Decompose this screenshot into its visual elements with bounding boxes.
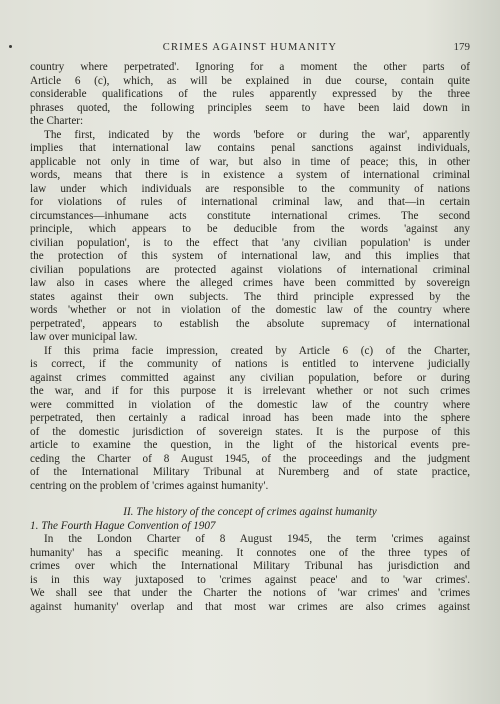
text-line: article to examine the question, in the light of the historical events pre- bbox=[30, 439, 470, 451]
page-header bbox=[30, 41, 470, 57]
text-line: the Charter: bbox=[30, 115, 84, 127]
body-text bbox=[30, 61, 470, 614]
text-line: The first, indicated by the words 'before or during the war', apparently bbox=[44, 128, 470, 141]
text-line: were committed in violation of the domestic law of the country where bbox=[30, 398, 470, 411]
text-line: for violations of rules of international criminal law, and that—in certain bbox=[30, 196, 470, 208]
text-line: law under which individuals are responsible to the community of nations bbox=[30, 182, 470, 195]
text-line: If this prima facie impression, created by Article 6 (c) of the Charter, bbox=[44, 344, 470, 357]
text-line: phrases quoted, the following principles seem to have been laid down in bbox=[30, 101, 470, 114]
text-line: states against their own subjects. The third principle expressed by the bbox=[30, 290, 470, 303]
section-gap bbox=[30, 493, 470, 506]
scan-speck bbox=[9, 45, 12, 48]
page-number: 179 bbox=[453, 41, 470, 53]
text-line: words 'whether or not in violation of the domestic law of the country where bbox=[30, 304, 470, 316]
text-line: Article 6 (c), which, as will be explained in due course, contain quite bbox=[30, 74, 470, 87]
text-line: We shall see that under the Charter the notions of 'war crimes' and 'crimes bbox=[30, 587, 470, 599]
text-line: civilian population', is to the effect that 'any civilian population' is under bbox=[30, 236, 470, 249]
text-line: In the London Charter of 8 August 1945, the term 'crimes against bbox=[44, 533, 470, 545]
subsection-heading: 1. The Fourth Hague Convention of 1907 bbox=[30, 519, 216, 532]
section-heading: II. The history of the concept of crimes against humanity bbox=[123, 506, 377, 518]
text-line: of the domestic jurisdiction of sovereign states. It is the purpose of this bbox=[30, 425, 470, 438]
text-line: the protection of this system of international law, and this implies that bbox=[30, 250, 470, 262]
text-line: law over municipal law. bbox=[30, 331, 138, 343]
text-line: is in this way juxtaposed to 'crimes against peace' and to 'war crimes'. bbox=[30, 573, 470, 586]
text-line: of the International Military Tribunal at Nuremberg and of state practice, bbox=[30, 466, 470, 478]
running-head: CRIMES AGAINST HUMANITY bbox=[162, 42, 338, 53]
text-line: perpetrated', appears to establish the absolute supremacy of international bbox=[30, 317, 470, 330]
text-line: civilian populations are protected against violations of international criminal bbox=[30, 263, 470, 276]
paragraph-4 bbox=[30, 533, 470, 614]
text-line: considerable qualifications of the rules apparently expressed by the three bbox=[30, 88, 470, 100]
text-line: the war, and if for this purpose it is irrelevant whether or not such crimes bbox=[30, 385, 470, 397]
paragraph-3 bbox=[30, 345, 470, 494]
text-line: words, means that there is in existence a system of international criminal bbox=[30, 169, 470, 181]
text-line: country where perpetrated'. Ignoring for a moment the other parts of bbox=[30, 61, 470, 73]
text-line: principle, which appears to be deducible from the words 'against any bbox=[30, 223, 470, 235]
text-line: perpetrated, then certainly a radical inroad has been made into the sphere bbox=[30, 412, 470, 424]
text-line: applicable not only in time of war, but also in time of peace; this, in other bbox=[30, 155, 470, 168]
text-line: against humanity' overlap and that most war crimes are also crimes against bbox=[30, 600, 470, 613]
text-line: implies that international law contains penal sanctions against individuals, bbox=[30, 142, 470, 154]
paragraph-2 bbox=[30, 129, 470, 345]
text-line: ceding the Charter of 8 August 1945, of the proceedings and the judgment bbox=[30, 452, 470, 465]
text-line: humanity' has a specific meaning. It connotes one of the three types of bbox=[30, 546, 470, 559]
text-line: crimes over which the International Military Tribunal has jurisdiction and bbox=[30, 560, 470, 572]
paragraph-1 bbox=[30, 61, 470, 129]
text-line: circumstances—inhumane acts constitute international crimes. The second bbox=[30, 209, 470, 222]
text-line: centring on the problem of 'crimes against humanity'. bbox=[30, 479, 269, 492]
text-line: is correct, if the community of nations is entitled to intervene judicially bbox=[30, 358, 470, 370]
text-line: law also in cases where the alleged crimes have been committed by sovereign bbox=[30, 277, 470, 289]
text-line: against crimes committed against any civilian population, before or during bbox=[30, 371, 470, 384]
